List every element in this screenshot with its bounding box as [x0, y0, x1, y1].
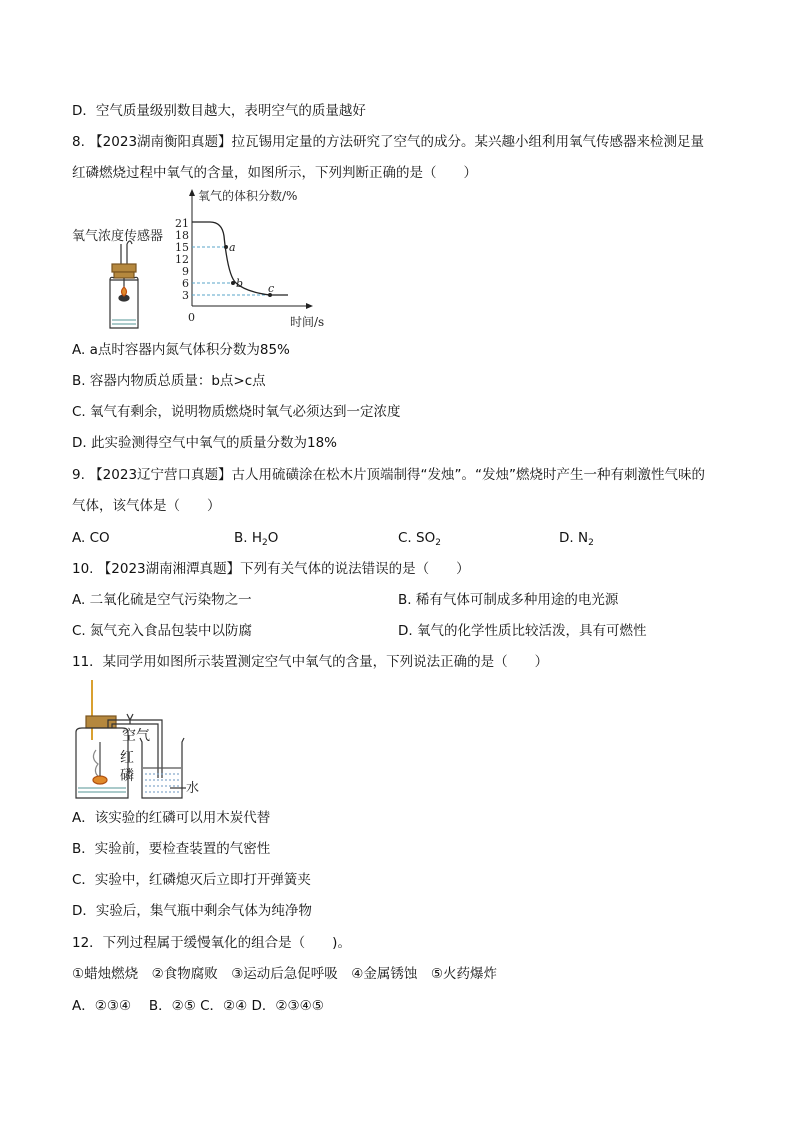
point-c-label: c — [268, 282, 275, 295]
water-label: 水 — [186, 781, 200, 796]
q11-figure — [70, 680, 230, 802]
air-label: 空气 — [122, 728, 150, 744]
y-tick-label: 6 — [182, 277, 189, 290]
point-b-label: b — [236, 277, 244, 290]
q12-stem: 12．下列过程属于缓慢氧化的组合是（ )。 — [72, 935, 351, 951]
q11-option-a: A．该实验的红磷可以用木炭代替 — [72, 810, 271, 826]
q7-option-d: D．空气质量级别数目越大，表明空气的质量越好 — [72, 103, 366, 119]
sensor-bottle-icon — [110, 241, 138, 328]
q8-figure — [70, 186, 340, 334]
q8-option-d: D. 此实验测得空气中氧气的质量分数为18% — [72, 435, 337, 451]
y-tick-label: 9 — [182, 265, 189, 278]
beaker-icon — [140, 738, 186, 798]
q11-option-c: C．实验中，红磷熄灭后立即打开弹簧夹 — [72, 872, 311, 888]
point-a-marker — [224, 245, 228, 249]
q10-option-c: C. 氮气充入食品包装中以防腐 — [72, 623, 253, 639]
y-tick-label: 12 — [175, 253, 189, 266]
q12-items: ①蜡烛燃烧 ②食物腐败 ③运动后急促呼吸 ④金属锈蚀 ⑤火药爆炸 — [72, 966, 498, 982]
q10-option-b: B. 稀有气体可制成多种用途的电光源 — [398, 592, 619, 608]
point-a-label: a — [229, 241, 236, 254]
point-b-marker — [231, 281, 235, 285]
q10-option-a: A. 二氧化硫是空气污染物之一 — [72, 592, 252, 608]
q9-option-d: D. $N_2$ — [559, 530, 594, 548]
y-tick-label: 21 — [175, 217, 189, 230]
q8-stem-line2: 红磷燃烧过程中氧气的含量，如图所示，下列判断正确的是（ ） — [72, 165, 477, 181]
q8-stem-line1: 8. 【2023湖南衡阳真题】拉瓦锡用定量的方法研究了空气的成分。某兴趣小组利用氧气传感器来检测足量 — [72, 134, 705, 150]
y-tick-label: 3 — [182, 289, 189, 302]
q11-option-d: D．实验后，集气瓶中剩余气体为纯净物 — [72, 903, 312, 919]
q8-option-c: C. 氧气有剩余，说明物质燃烧时氧气必须达到一定浓度 — [72, 404, 401, 420]
q8-option-b: B. 容器内物质总质量：b点>c点 — [72, 373, 266, 389]
q10-option-d: D. 氧气的化学性质比较活泼，具有可燃性 — [398, 623, 647, 639]
q8-option-a: A. a点时容器内氮气体积分数为85% — [72, 342, 290, 358]
q10-stem: 10. 【2023湖南湘潭真题】下列有关气体的说法错误的是（ ） — [72, 561, 470, 577]
y-tick-label: 15 — [175, 241, 189, 254]
q8-y-axis-label: 氧气的体积分数/% — [198, 189, 298, 203]
q12-options: A．②③④ B．②⑤ C．②④ D．②③④⑤ — [72, 998, 324, 1014]
red-phosphorus-label-1: 红 — [120, 750, 134, 766]
q8-x-axis-label: 时间/s — [290, 315, 325, 329]
y-tick-label: 18 — [175, 229, 189, 242]
q11-stem: 11．某同学用如图所示装置测定空气中氧气的含量，下列说法正确的是（ ） — [72, 654, 549, 670]
q9-stem-line2: 气体，该气体是（ ） — [72, 498, 221, 514]
guide-lines — [192, 247, 270, 295]
q9-option-b: B. $H_2O$ — [234, 530, 279, 548]
q9-option-c: C. $SO_2$ — [398, 530, 441, 548]
q9-stem-line1: 9. 【2023辽宁营口真题】古人用硫磺涂在松木片顶端制得“发烛”。“发烛”燃烧时产生一种有刺激性气味的 — [72, 467, 706, 483]
q8-sensor-label: 氧气浓度传感器 — [72, 229, 164, 244]
q9-option-a: A. CO — [72, 530, 110, 546]
oxygen-graph — [175, 188, 324, 329]
red-phosphorus-label-2: 磷 — [120, 768, 134, 784]
q8-origin-label: 0 — [188, 311, 195, 324]
q11-option-b: B．实验前，要检查装置的气密性 — [72, 841, 271, 857]
